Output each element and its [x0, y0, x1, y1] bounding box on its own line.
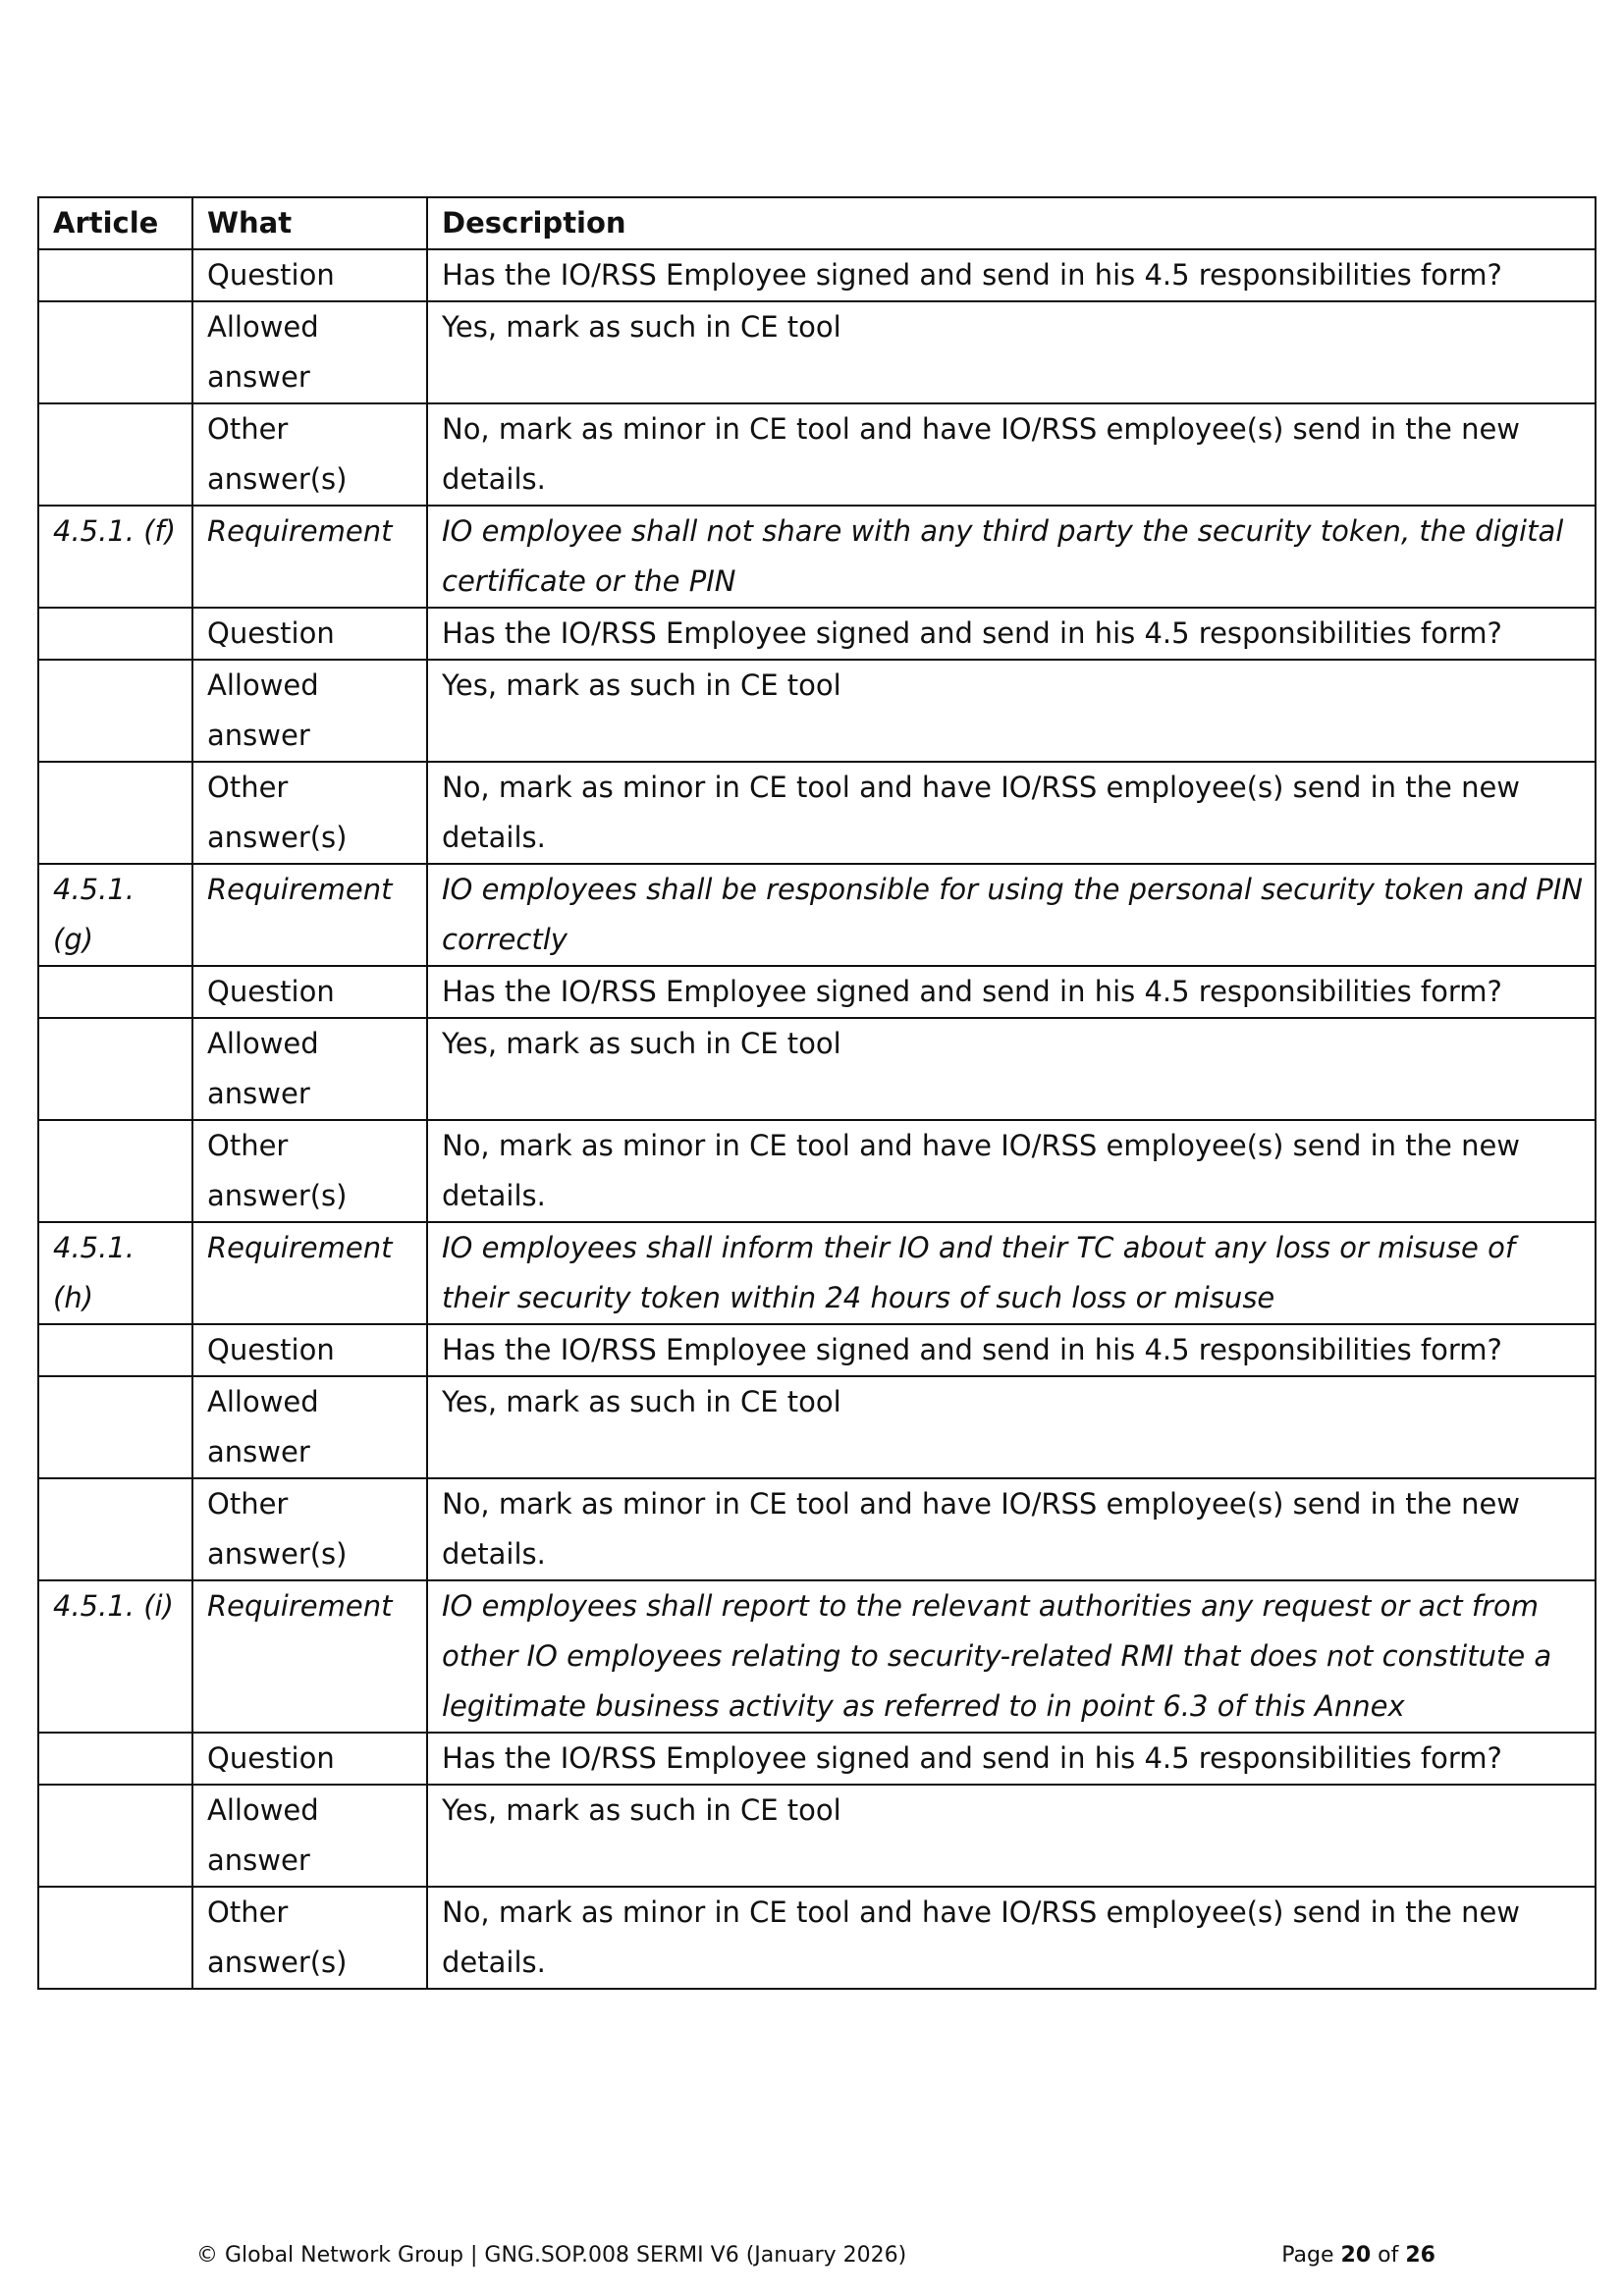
- what-cell: Other answer(s): [192, 762, 427, 864]
- description-cell: No, mark as minor in CE tool and have IO/RSS employee(s) send in the new details.: [427, 1887, 1596, 1989]
- header-description: Description: [427, 197, 1596, 249]
- what-cell: Allowed answer: [192, 1018, 427, 1120]
- description-cell: No, mark as minor in CE tool and have IO/RSS employee(s) send in the new details.: [427, 1120, 1596, 1222]
- article-cell: [38, 1018, 192, 1120]
- table-row: [38, 608, 1596, 660]
- what-cell: Other answer(s): [192, 1887, 427, 1989]
- requirement-row: [38, 864, 1596, 966]
- what-cell: Question: [192, 249, 427, 301]
- description-cell: No, mark as minor in CE tool and have IO/RSS employee(s) send in the new details.: [427, 1478, 1596, 1580]
- what-cell: Allowed answer: [192, 1376, 427, 1478]
- table-row: [38, 966, 1596, 1018]
- description-cell: Yes, mark as such in CE tool: [427, 1376, 1596, 1478]
- page-label: Page: [1281, 2243, 1334, 2268]
- description-cell: Yes, mark as such in CE tool: [427, 660, 1596, 762]
- article-cell: [38, 1785, 192, 1887]
- table-row: [38, 301, 1596, 403]
- table-row: [38, 1785, 1596, 1887]
- requirement-text: IO employee shall not share with any third party the security token, the digital certificate or the PIN: [427, 506, 1596, 608]
- what-cell: Question: [192, 966, 427, 1018]
- article-cell: 4.5.1. (g): [38, 864, 192, 966]
- article-cell: [38, 301, 192, 403]
- requirement-row: [38, 1580, 1596, 1733]
- requirement-text: IO employees shall report to the relevant authorities any request or act from other IO employees relating to security-related RMI that does not constitute a legitimate business activity as referred to in point 6.3 of this Annex: [427, 1580, 1596, 1733]
- description-cell: Has the IO/RSS Employee signed and send in his 4.5 responsibilities form?: [427, 608, 1596, 660]
- description-cell: Yes, mark as such in CE tool: [427, 1018, 1596, 1120]
- table-row: [38, 403, 1596, 506]
- page-number: [1281, 2241, 1435, 2270]
- article-cell: [38, 762, 192, 864]
- table-row: [38, 1324, 1596, 1376]
- article-cell: [38, 660, 192, 762]
- article-cell: [38, 403, 192, 506]
- article-cell: [38, 1733, 192, 1785]
- table-row: [38, 1018, 1596, 1120]
- description-cell: Has the IO/RSS Employee signed and send in his 4.5 responsibilities form?: [427, 966, 1596, 1018]
- article-cell: 4.5.1. (f): [38, 506, 192, 608]
- article-cell: [38, 966, 192, 1018]
- article-cell: 4.5.1. (i): [38, 1580, 192, 1733]
- article-cell: [38, 1324, 192, 1376]
- header-what: What: [192, 197, 427, 249]
- what-cell: Other answer(s): [192, 1478, 427, 1580]
- header-article: Article: [38, 197, 192, 249]
- description-cell: No, mark as minor in CE tool and have IO/RSS employee(s) send in the new details.: [427, 403, 1596, 506]
- requirement-row: [38, 1222, 1596, 1324]
- table-row: [38, 1887, 1596, 1989]
- page-footer: [196, 2241, 1435, 2270]
- what-cell: Question: [192, 608, 427, 660]
- what-cell: Allowed answer: [192, 660, 427, 762]
- page-total: 26: [1405, 2243, 1435, 2268]
- description-cell: Has the IO/RSS Employee signed and send in his 4.5 responsibilities form?: [427, 249, 1596, 301]
- what-cell: Allowed answer: [192, 301, 427, 403]
- article-cell: [38, 1120, 192, 1222]
- table-row: [38, 1376, 1596, 1478]
- requirement-text: IO employees shall be responsible for using the personal security token and PIN correctly: [427, 864, 1596, 966]
- table-row: [38, 762, 1596, 864]
- what-cell: Allowed answer: [192, 1785, 427, 1887]
- description-cell: No, mark as minor in CE tool and have IO/RSS employee(s) send in the new details.: [427, 762, 1596, 864]
- description-cell: Has the IO/RSS Employee signed and send in his 4.5 responsibilities form?: [427, 1733, 1596, 1785]
- what-cell: Other answer(s): [192, 403, 427, 506]
- table-row: [38, 1478, 1596, 1580]
- table-row: [38, 1733, 1596, 1785]
- what-cell: Requirement: [192, 1580, 427, 1733]
- page-of: of: [1378, 2243, 1399, 2268]
- article-cell: [38, 1376, 192, 1478]
- what-cell: Question: [192, 1324, 427, 1376]
- what-cell: Requirement: [192, 1222, 427, 1324]
- sop-checklist-table: [37, 196, 1597, 1990]
- article-cell: [38, 1887, 192, 1989]
- table-header-row: [38, 197, 1596, 249]
- article-cell: [38, 608, 192, 660]
- what-cell: Requirement: [192, 864, 427, 966]
- article-cell: [38, 1478, 192, 1580]
- description-cell: Yes, mark as such in CE tool: [427, 301, 1596, 403]
- footer-copyright: © Global Network Group | GNG.SOP.008 SERMI V6 (January 2026): [196, 2243, 907, 2268]
- article-cell: [38, 249, 192, 301]
- requirement-row: [38, 506, 1596, 608]
- description-cell: Has the IO/RSS Employee signed and send in his 4.5 responsibilities form?: [427, 1324, 1596, 1376]
- what-cell: Requirement: [192, 506, 427, 608]
- what-cell: Other answer(s): [192, 1120, 427, 1222]
- description-cell: Yes, mark as such in CE tool: [427, 1785, 1596, 1887]
- requirement-text: IO employees shall inform their IO and their TC about any loss or misuse of their security token within 24 hours of such loss or misuse: [427, 1222, 1596, 1324]
- table-row: [38, 249, 1596, 301]
- what-cell: Question: [192, 1733, 427, 1785]
- table-row: [38, 660, 1596, 762]
- article-cell: 4.5.1. (h): [38, 1222, 192, 1324]
- page-current: 20: [1340, 2243, 1372, 2268]
- table-row: [38, 1120, 1596, 1222]
